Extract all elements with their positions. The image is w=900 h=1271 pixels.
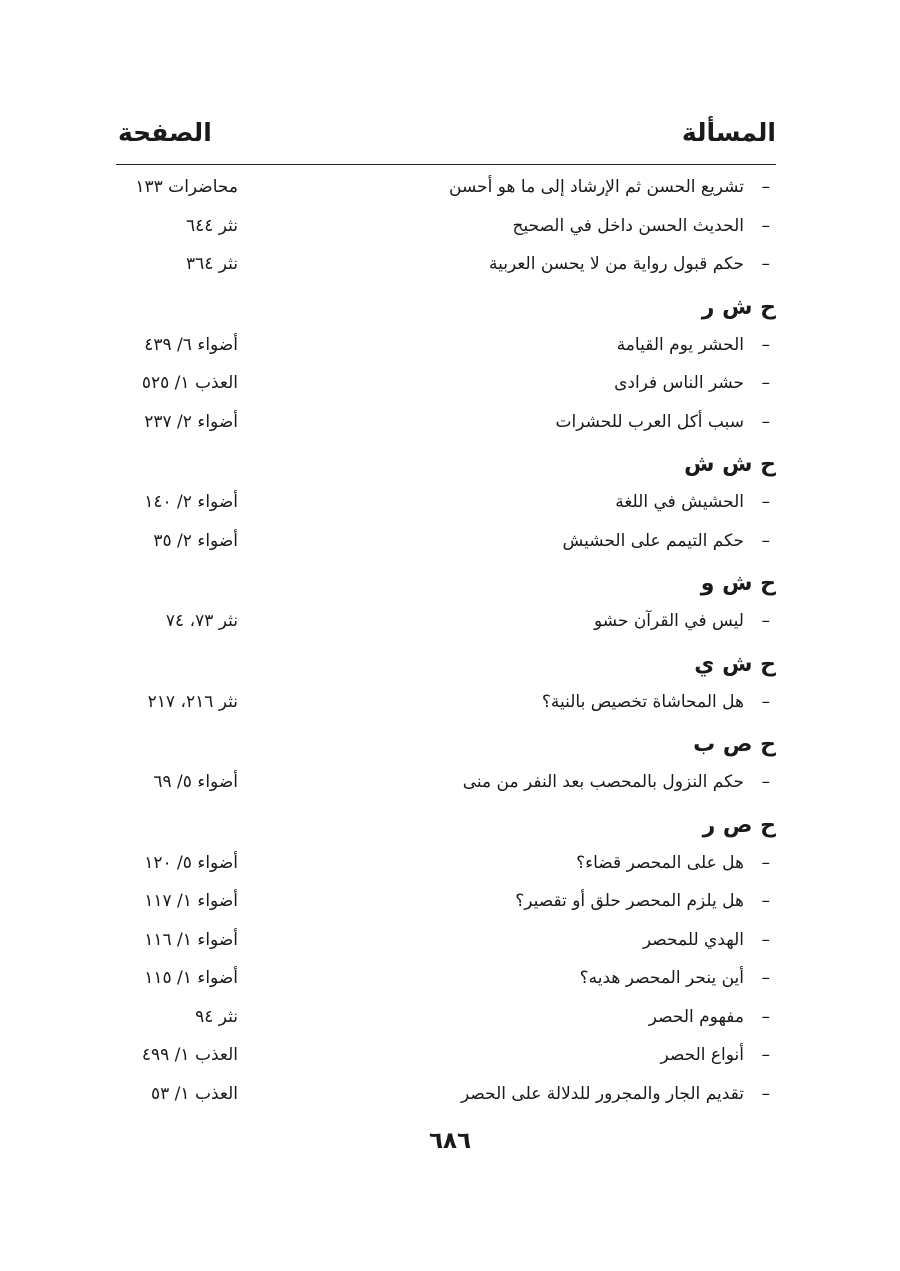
index-entry	[118, 921, 776, 960]
entry-reference: العذب ١/ ٤٩٩	[141, 1045, 238, 1065]
entry-reference: أضواء ١/ ١١٥	[144, 968, 238, 988]
entry-text: حكم قبول رواية من لا يحسن العربية	[488, 254, 744, 274]
entry-reference: أضواء ٢/ ٣٥	[153, 530, 238, 551]
entry-reference: أضواء ٢/ ١٤٠	[144, 492, 238, 512]
index-entry	[118, 207, 776, 246]
index-entry	[118, 882, 776, 921]
root-heading	[118, 441, 776, 483]
index-entry	[118, 403, 776, 442]
entry-text: سبب أكل العرب للحشرات	[555, 411, 744, 432]
entry-reference: أضواء ٥/ ٦٩	[153, 772, 238, 792]
entry-dash: –	[761, 215, 770, 236]
entry-dash: –	[761, 530, 770, 551]
entry-reference: العذب ١/ ٥٢٥	[141, 373, 238, 393]
index-entry	[118, 483, 776, 522]
page-number: ٦٨٦	[428, 1128, 472, 1154]
entry-reference: أضواء ١/ ١١٦	[144, 929, 238, 950]
entry-text: هل على المحصر قضاء؟	[576, 852, 744, 873]
index-entry	[118, 602, 776, 641]
root-heading-text: ح ص ب	[693, 732, 776, 757]
entry-dash: –	[761, 691, 770, 712]
index-entry	[118, 844, 776, 883]
index-entry	[118, 168, 776, 207]
entry-text: ليس في القرآن حشو	[593, 611, 744, 631]
entry-reference: أضواء ٥/ ١٢٠	[144, 852, 238, 873]
entry-text: حكم النزول بالمحصب بعد النفر من منى	[462, 772, 744, 792]
entry-text: الحشر يوم القيامة	[616, 334, 744, 355]
root-heading	[118, 802, 776, 844]
entry-dash: –	[761, 334, 770, 355]
entry-dash: –	[761, 177, 770, 197]
header-divider	[116, 164, 776, 165]
index-entry	[118, 959, 776, 998]
index-entry	[118, 683, 776, 722]
index-entry	[118, 364, 776, 403]
index-entry	[118, 763, 776, 802]
entry-dash: –	[761, 852, 770, 873]
root-heading	[118, 284, 776, 326]
page-column-title: الصفحة	[118, 118, 212, 147]
entry-text: تشريع الحسن ثم الإرشاد إلى ما هو أحسن	[449, 177, 744, 197]
root-heading	[118, 560, 776, 602]
entry-dash: –	[761, 411, 770, 432]
root-heading	[118, 641, 776, 683]
index-entry	[118, 1075, 776, 1114]
root-heading	[118, 721, 776, 763]
entry-text: تقديم الجار والمجرور للدلالة على الحصر	[461, 1083, 744, 1104]
entry-text: حكم التيمم على الحشيش	[562, 530, 744, 551]
index-entry	[118, 522, 776, 561]
entry-text: هل يلزم المحصر حلق أو تقصير؟	[515, 891, 744, 911]
entry-dash: –	[761, 611, 770, 631]
entry-reference: نثر ٦٤٤	[185, 215, 238, 236]
root-heading-text: ح ش ش	[684, 452, 776, 477]
entry-reference: العذب ١/ ٥٣	[151, 1083, 238, 1104]
entry-dash: –	[761, 929, 770, 950]
root-heading-text: ح ش ي	[694, 651, 776, 677]
entry-reference: نثر ٣٦٤	[185, 254, 238, 274]
entry-dash: –	[761, 373, 770, 393]
entry-dash: –	[761, 772, 770, 792]
entry-dash: –	[761, 891, 770, 911]
entry-text: الهدي للمحصر	[642, 929, 744, 950]
entry-dash: –	[761, 1006, 770, 1027]
index-entry	[118, 1036, 776, 1075]
entry-text: أنواع الحصر	[660, 1045, 744, 1065]
index-entry	[118, 245, 776, 284]
entry-text: الحديث الحسن داخل في الصحيح	[512, 215, 744, 236]
entry-reference: محاضرات ١٣٣	[135, 177, 238, 197]
entry-dash: –	[761, 1083, 770, 1104]
index-entry	[118, 998, 776, 1037]
entry-reference: أضواء ٦/ ٤٣٩	[144, 334, 238, 355]
entry-dash: –	[761, 254, 770, 274]
entry-reference: نثر ٢١٦، ٢١٧	[147, 691, 238, 712]
entry-text: هل المحاشاة تخصيص بالنية؟	[541, 691, 744, 712]
index-list	[118, 168, 776, 1113]
root-heading-text: ح ش ر	[701, 294, 776, 320]
entry-reference: أضواء ٢/ ٢٣٧	[144, 411, 238, 432]
entry-reference: نثر ٧٣، ٧٤	[165, 611, 238, 631]
entry-text: حشر الناس فرادى	[614, 373, 744, 393]
entry-text: الحشيش في اللغة	[615, 492, 744, 512]
entry-reference: نثر ٩٤	[195, 1006, 238, 1027]
entry-dash: –	[761, 1045, 770, 1065]
root-heading-text: ح ص ر	[702, 812, 776, 838]
root-heading-text: ح ش و	[700, 571, 776, 596]
entry-reference: أضواء ١/ ١١٧	[144, 891, 238, 911]
entry-text: مفهوم الحصر	[648, 1006, 744, 1027]
issue-column-title: المسألة	[681, 118, 776, 147]
index-entry	[118, 326, 776, 365]
entry-text: أين ينحر المحصر هديه؟	[579, 968, 744, 988]
entry-dash: –	[761, 968, 770, 988]
column-header	[118, 118, 776, 158]
entry-dash: –	[761, 492, 770, 512]
